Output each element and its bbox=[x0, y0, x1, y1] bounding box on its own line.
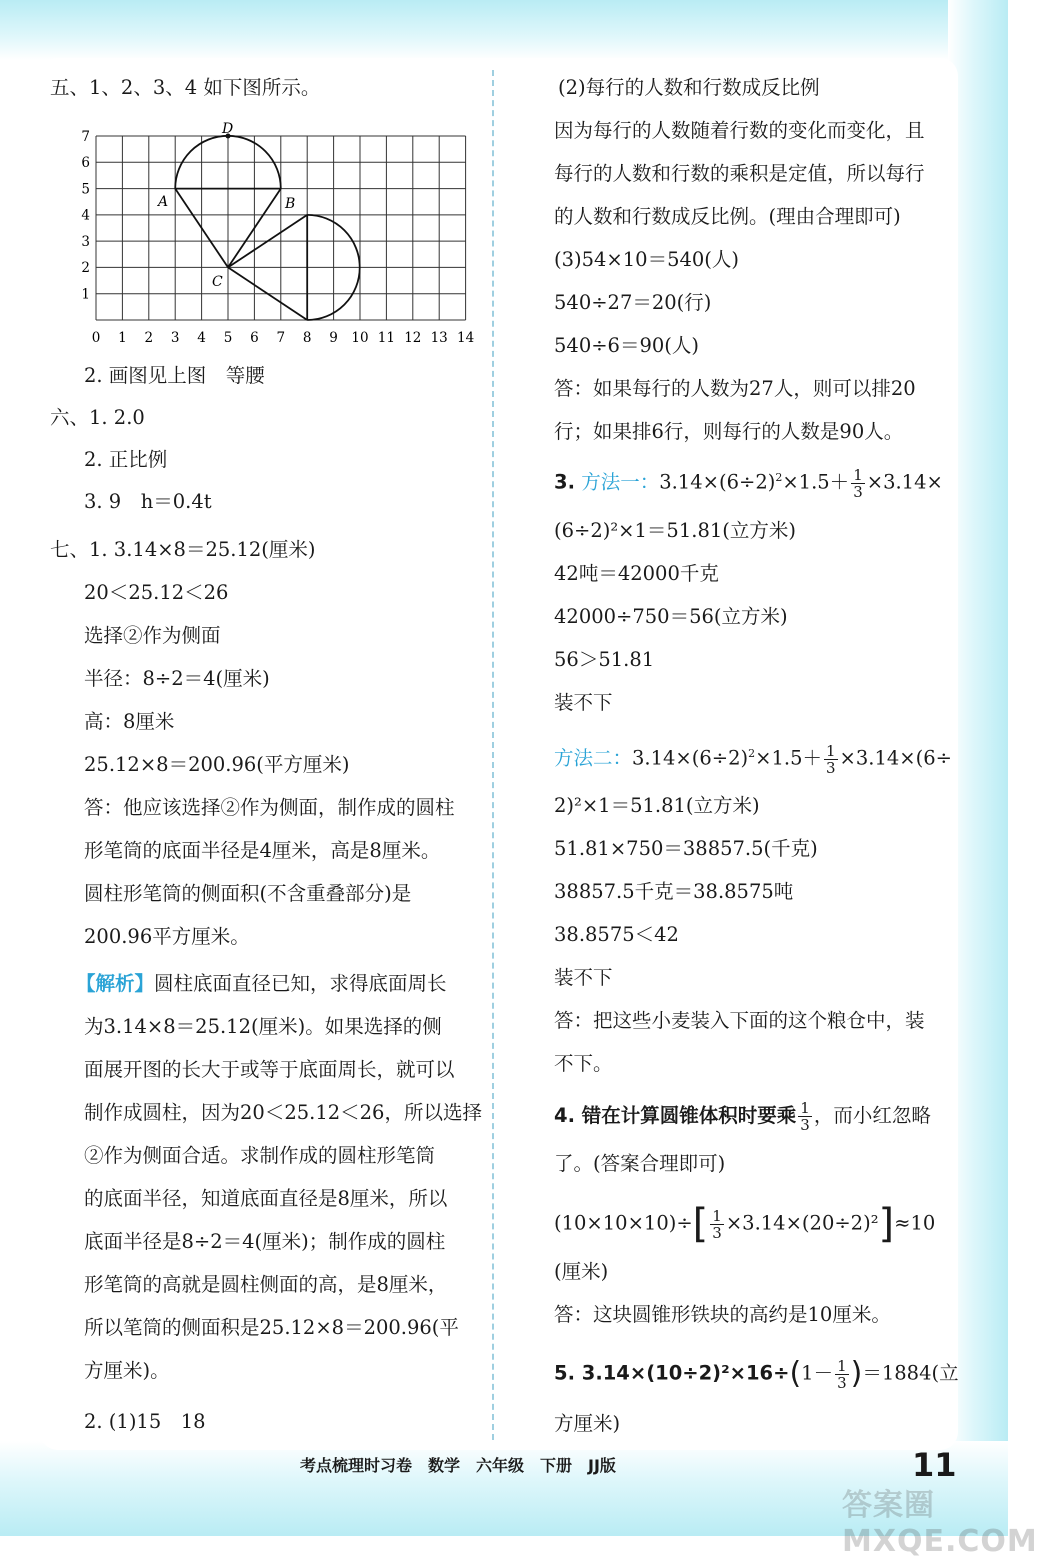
x-tick: 1 bbox=[118, 330, 127, 346]
right-line: 540÷27＝20(行) bbox=[554, 291, 712, 314]
label-c: C bbox=[212, 274, 223, 290]
method2-line: 不下。 bbox=[554, 1052, 613, 1075]
x-tick: 7 bbox=[276, 330, 286, 346]
q4-eq-c: ≈10 bbox=[894, 1211, 936, 1235]
x-tick: 5 bbox=[223, 330, 233, 346]
analysis-line-1 bbox=[76, 970, 447, 998]
method2-line: 51.81×750＝38857.5(千克) bbox=[554, 837, 818, 860]
analysis-line: 面展开图的长大于或等于底面周长，就可以 bbox=[84, 1058, 455, 1081]
analysis-line: 制作成圆柱，因为20＜25.12＜26，所以选择 bbox=[84, 1101, 482, 1124]
q4-line2: 了。(答案合理即可) bbox=[554, 1152, 726, 1175]
y-tick: 4 bbox=[81, 207, 90, 224]
sec7-line: 20＜25.12＜26 bbox=[84, 581, 229, 604]
superscript: 2 bbox=[748, 747, 756, 760]
right-line: 的人数和行数成反比例。(理由合理即可) bbox=[554, 205, 901, 228]
q4-eq-b: ×3.14×(20÷2)² bbox=[725, 1211, 879, 1235]
x-tick: 12 bbox=[404, 330, 422, 346]
method2-line: 38.8575＜42 bbox=[554, 923, 679, 946]
x-tick: 3 bbox=[170, 330, 180, 346]
sec7-line: 选择②作为侧面 bbox=[84, 624, 221, 647]
label-b: B bbox=[285, 196, 296, 212]
fraction-one-third: $\frac{1}{3}$ bbox=[837, 1356, 847, 1392]
q2-line: 2. (1)15 18 bbox=[84, 1410, 206, 1433]
label-a: A bbox=[158, 194, 169, 210]
sec7-line: 答：他应该选择②作为侧面，制作成的圆柱 bbox=[84, 796, 455, 819]
q5-line1: 5. 3.14×(10÷2)²×16÷(1－ $\frac{1}{3}$ )＝1884(立 bbox=[554, 1356, 959, 1392]
grid-lines bbox=[96, 136, 466, 320]
method1-line: 42吨＝42000千克 bbox=[554, 562, 719, 585]
q4-answer: 答：这块圆锥形铁块的高约是10厘米。 bbox=[554, 1303, 891, 1326]
right-line: 答：如果每行的人数为27人，则可以排20 bbox=[554, 377, 916, 400]
method1-line: 装不下 bbox=[554, 691, 613, 714]
q5-text-a: 5. 3.14×(10÷2)²×16÷ bbox=[554, 1361, 790, 1385]
right-line: 每行的人数和行数的乘积是定值，所以每行 bbox=[554, 162, 925, 185]
q4-equation: (10×10×10)÷[ $\frac{1}{3}$ ×3.14×(20÷2)²]≈10 bbox=[554, 1201, 936, 1247]
sec7-line: 25.12×8＝200.96(平方厘米) bbox=[84, 753, 350, 776]
analysis-line: 所以笔筒的侧面积是25.12×8＝200.96(平 bbox=[84, 1316, 459, 1339]
watermark: 答案圈 MXQE.COM bbox=[842, 1488, 1038, 1559]
analysis-text: 圆柱底面直径已知，求得底面周长 bbox=[154, 972, 447, 995]
x-tick: 13 bbox=[430, 330, 448, 346]
sec6-q2: 2. 正比例 bbox=[84, 448, 168, 471]
q4-line1 bbox=[554, 1100, 931, 1133]
method2-label: 方法二： bbox=[554, 746, 633, 770]
analysis-line: 形笔筒的高就是圆柱侧面的高，是8厘米， bbox=[84, 1273, 448, 1296]
superscript: 2 bbox=[775, 471, 783, 484]
analysis-line: 方厘米)。 bbox=[84, 1359, 170, 1382]
method2-line: 装不下 bbox=[554, 966, 613, 989]
sec7-line: 200.96平方厘米。 bbox=[84, 925, 250, 948]
x-tick: 11 bbox=[377, 330, 395, 346]
q4-unit: (厘米) bbox=[554, 1260, 609, 1283]
method1-expr-b: ×1.5＋ bbox=[782, 470, 850, 494]
right-line: 540÷6＝90(人) bbox=[554, 334, 699, 357]
y-tick: 1 bbox=[81, 286, 90, 303]
method2-line2: 2)²×1＝51.81(立方米) bbox=[554, 794, 760, 817]
sec7-line: 圆柱形笔筒的侧面积(不含重叠部分)是 bbox=[84, 882, 412, 905]
right-line: (2)每行的人数和行数成反比例 bbox=[558, 76, 820, 99]
method1-line1 bbox=[554, 464, 943, 500]
x-tick: 14 bbox=[457, 330, 475, 346]
x-tick: 10 bbox=[351, 330, 369, 346]
analysis-tag: 【解析】 bbox=[76, 972, 155, 995]
q4-eq-a: (10×10×10)÷ bbox=[554, 1211, 693, 1235]
section5-heading: 五、1、2、3、4 如下图所示。 bbox=[50, 76, 321, 99]
x-axis-ticks bbox=[92, 330, 474, 346]
page-footer: 考点梳理时习卷 数学 六年级 下册 JJ版 bbox=[300, 1456, 616, 1475]
column-divider bbox=[492, 70, 494, 1440]
method2-line: 答：把这些小麦装入下面的这个粮仓中，装 bbox=[554, 1009, 925, 1032]
sec5-q2: 2. 画图见上图 等腰 bbox=[84, 364, 265, 387]
x-tick: 4 bbox=[197, 330, 206, 346]
method2-expr-a: 3.14×(6÷2) bbox=[632, 746, 749, 770]
q5-line2: 方厘米) bbox=[554, 1412, 621, 1435]
method1-label: 方法一： bbox=[581, 470, 660, 494]
method1-line2: (6÷2)²×1＝51.81(立方米) bbox=[554, 519, 796, 542]
method1-line: 42000÷750＝56(立方米) bbox=[554, 605, 788, 628]
decorative-frame-top bbox=[0, 0, 1008, 60]
y-tick: 6 bbox=[81, 155, 90, 172]
q4-text-b: ，而小红忽略 bbox=[813, 1104, 931, 1127]
right-line: 行；如果排6行，则每行的人数是90人。 bbox=[554, 420, 904, 443]
page-number: 11 bbox=[912, 1446, 957, 1484]
analysis-line: 的底面半径，知道底面直径是8厘米，所以 bbox=[84, 1187, 448, 1210]
right-line: 因为每行的人数随着行数的变化而变化，且 bbox=[554, 119, 925, 142]
method1-expr-c: ×3.14× bbox=[866, 470, 943, 494]
q4-text-a: 4. 错在计算圆锥体积时要乘 bbox=[554, 1104, 797, 1127]
x-tick: 6 bbox=[250, 330, 259, 346]
label-d: D bbox=[222, 121, 234, 137]
x-tick: 9 bbox=[329, 330, 338, 346]
fraction-one-third: $\frac{1}{3}$ bbox=[826, 741, 836, 777]
y-tick: 7 bbox=[81, 128, 90, 145]
sec7-line: 七、1. 3.14×8＝25.12(厘米) bbox=[50, 538, 316, 561]
method2-expr-b: ×1.5＋ bbox=[755, 746, 822, 770]
x-tick: 2 bbox=[144, 330, 154, 346]
sec6-q3: 3. 9 h＝0.4t bbox=[84, 490, 212, 513]
y-tick: 3 bbox=[81, 233, 90, 250]
sec7-line: 形笔筒的底面半径是4厘米，高是8厘米。 bbox=[84, 839, 441, 862]
analysis-line: 底面半径是8÷2＝4(厘米)；制作成的圆柱 bbox=[84, 1230, 446, 1253]
x-tick: 0 bbox=[91, 330, 101, 346]
analysis-line: ②作为侧面合适。求制作成的圆柱形笔筒 bbox=[84, 1144, 436, 1167]
method1-line: 56＞51.81 bbox=[554, 648, 655, 671]
method1-expr-a: 3.14×(6÷2) bbox=[659, 470, 776, 494]
method2-line1 bbox=[554, 740, 952, 776]
q5-text-c: ＝1884(立 bbox=[862, 1361, 959, 1385]
y-tick: 5 bbox=[81, 181, 90, 198]
x-tick: 8 bbox=[302, 330, 312, 346]
method2-line: 38857.5千克＝38.8575吨 bbox=[554, 880, 794, 903]
right-line: (3)54×10＝540(人) bbox=[554, 248, 740, 271]
analysis-line: 为3.14×8＝25.12(厘米)。如果选择的侧 bbox=[84, 1015, 442, 1038]
fraction-one-third: $\frac{1}{3}$ bbox=[712, 1206, 722, 1242]
method2-expr-c: ×3.14×(6÷ bbox=[839, 746, 952, 770]
y-axis-ticks bbox=[81, 129, 90, 303]
fraction-one-third: $\frac{1}{3}$ bbox=[853, 465, 863, 501]
sec7-line: 半径：8÷2＝4(厘米) bbox=[84, 667, 270, 690]
sec7-line: 高：8厘米 bbox=[84, 710, 175, 733]
sec6-q1: 六、1. 2.0 bbox=[50, 406, 145, 429]
q5-text-b: 1－ bbox=[801, 1361, 834, 1385]
fraction-one-third: $\frac{1}{3}$ bbox=[800, 1099, 810, 1134]
grid-figure bbox=[70, 121, 482, 358]
y-tick: 2 bbox=[81, 260, 90, 277]
figure-shapes bbox=[175, 136, 360, 320]
q3-number: 3. bbox=[554, 470, 575, 494]
